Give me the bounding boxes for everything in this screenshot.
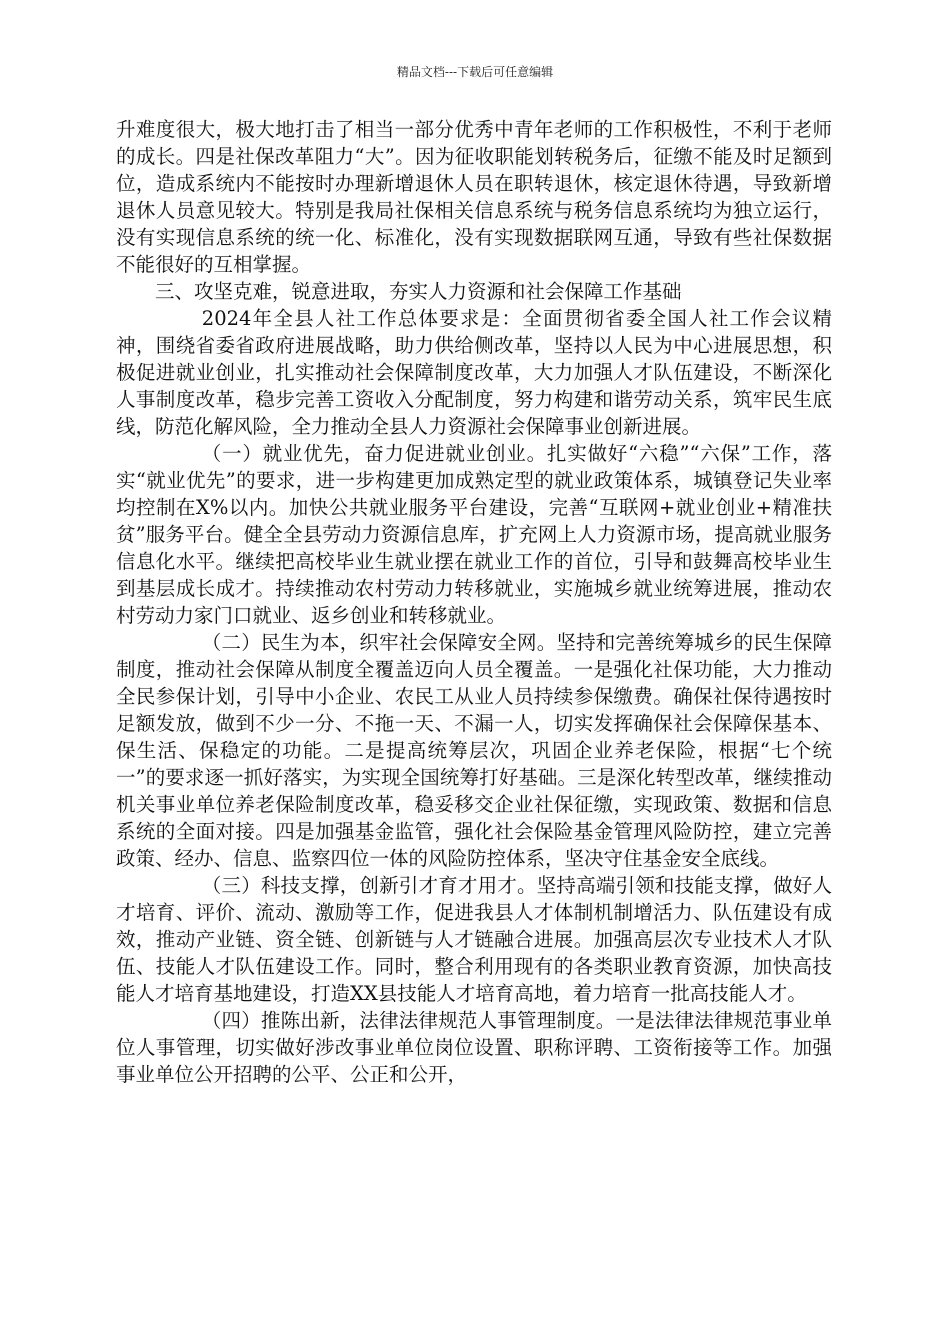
- section-heading-three: 三、攻坚克难，锐意进取，夯实人力资源和社会保障工作基础: [155, 280, 682, 303]
- paragraph-personnel-management: （四）推陈出新，法律法律规范人事管理制度。一是法律法律规范事业单位人事管理，切实做好涉改事业单位岗位设置、职称评聘、工资衔接等工作。加强事业单位公开招聘的公平、公正和公开，: [116, 1009, 832, 1086]
- page-header: 精品文档---下载后可任意编辑: [396, 65, 554, 79]
- paragraph-2024-requirements: 2024年全县人社工作总体要求是：全面贯彻省委全国人社工作会议精神，围绕省委省政府进展战略，助力供给侧改革，坚持以人民为中心进展思想，积极促进就业创业，扎实推动社会保障制度改革，大力加强人才队伍建设，不断深化人事制度改革，稳步完善工资收入分配制度，努力构建和谐劳动关系，筑牢民生底线，防范化解风险，全力推动全县人力资源社会保障事业创新进展。: [116, 307, 832, 438]
- paragraph-talent-innovation: （三）科技支撑，创新引才育才用才。坚持高端引领和技能支撑，做好人才培育、评价、流动、激励等工作，促进我县人才体制机制增活力、队伍建设有成效，推动产业链、资全链、创新链与人才链融合进展。加强高层次专业技术人才队伍、技能人才队伍建设工作。同时，整合利用现有的各类职业教育资源，加快高技能人才培育基地建设，打造XX县技能人才培育高地，着力培育一批高技能人才。: [116, 874, 832, 1005]
- paragraph-social-security-net: （二）民生为本，织牢社会保障安全网。坚持和完善统筹城乡的民生保障制度，推动社会保障从制度全覆盖迈向人员全覆盖。一是强化社保功能，大力推动全民参保计划，引导中小企业、农民工从业人员持续参保缴费。确保社保待遇按时足额发放，做到不少一分、不拖一天、不漏一人，切实发挥确保社会保障保基本、保生活、保稳定的功能。二是提高统筹层次，巩固企业养老保险，根据“七个统一”的要求逐一抓好落实，为实现全国统筹打好基础。三是深化转型改革，继续推动机关事业单位养老保险制度改革，稳妥移交企业社保征缴，实现政策、数据和信息系统的全面对接。四是加强基金监管，强化社会保险基金管理风险防控，建立完善政策、经办、信息、监察四位一体的风险防控体系，坚决守住基金安全底线。: [116, 631, 832, 870]
- paragraph-employment-first: （一）就业优先，奋力促进就业创业。扎实做好“六稳”“六保”工作，落实“就业优先”的要求，进一步构建更加成熟定型的就业政策体系，城镇登记失业率均控制在X%以内。加快公共就业服务平台建设，完善“互联网+就业创业+精准扶贫”服务平台。健全全县劳动力资源信息库，扩充网上人力资源市场，提高就业服务信息化水平。继续把高校毕业生就业摆在就业工作的首位，引导和鼓舞高校毕业生到基层成长成才。持续推动农村劳动力转移就业，实施城乡就业统筹进展，推动农村劳动力家门口就业、返乡创业和转移就业。: [116, 442, 832, 627]
- document-body: [116, 116, 832, 1088]
- paragraph-social-security-problems: 升难度很大，极大地打击了相当一部分优秀中青年老师的工作积极性，不利于老师的成长。四是社保改革阻力“大”。因为征收职能划转税务后，征缴不能及时足额到位，造成系统内不能按时办理新增退休人员在职转退休，核定退休待遇，导致新增退休人员意见较大。特别是我局社保相关信息系统与税务信息系统均为独立运行，没有实现信息系统的统一化、标准化，没有实现数据联网互通，导致有些社保数据不能很好的互相掌握。: [116, 118, 832, 276]
